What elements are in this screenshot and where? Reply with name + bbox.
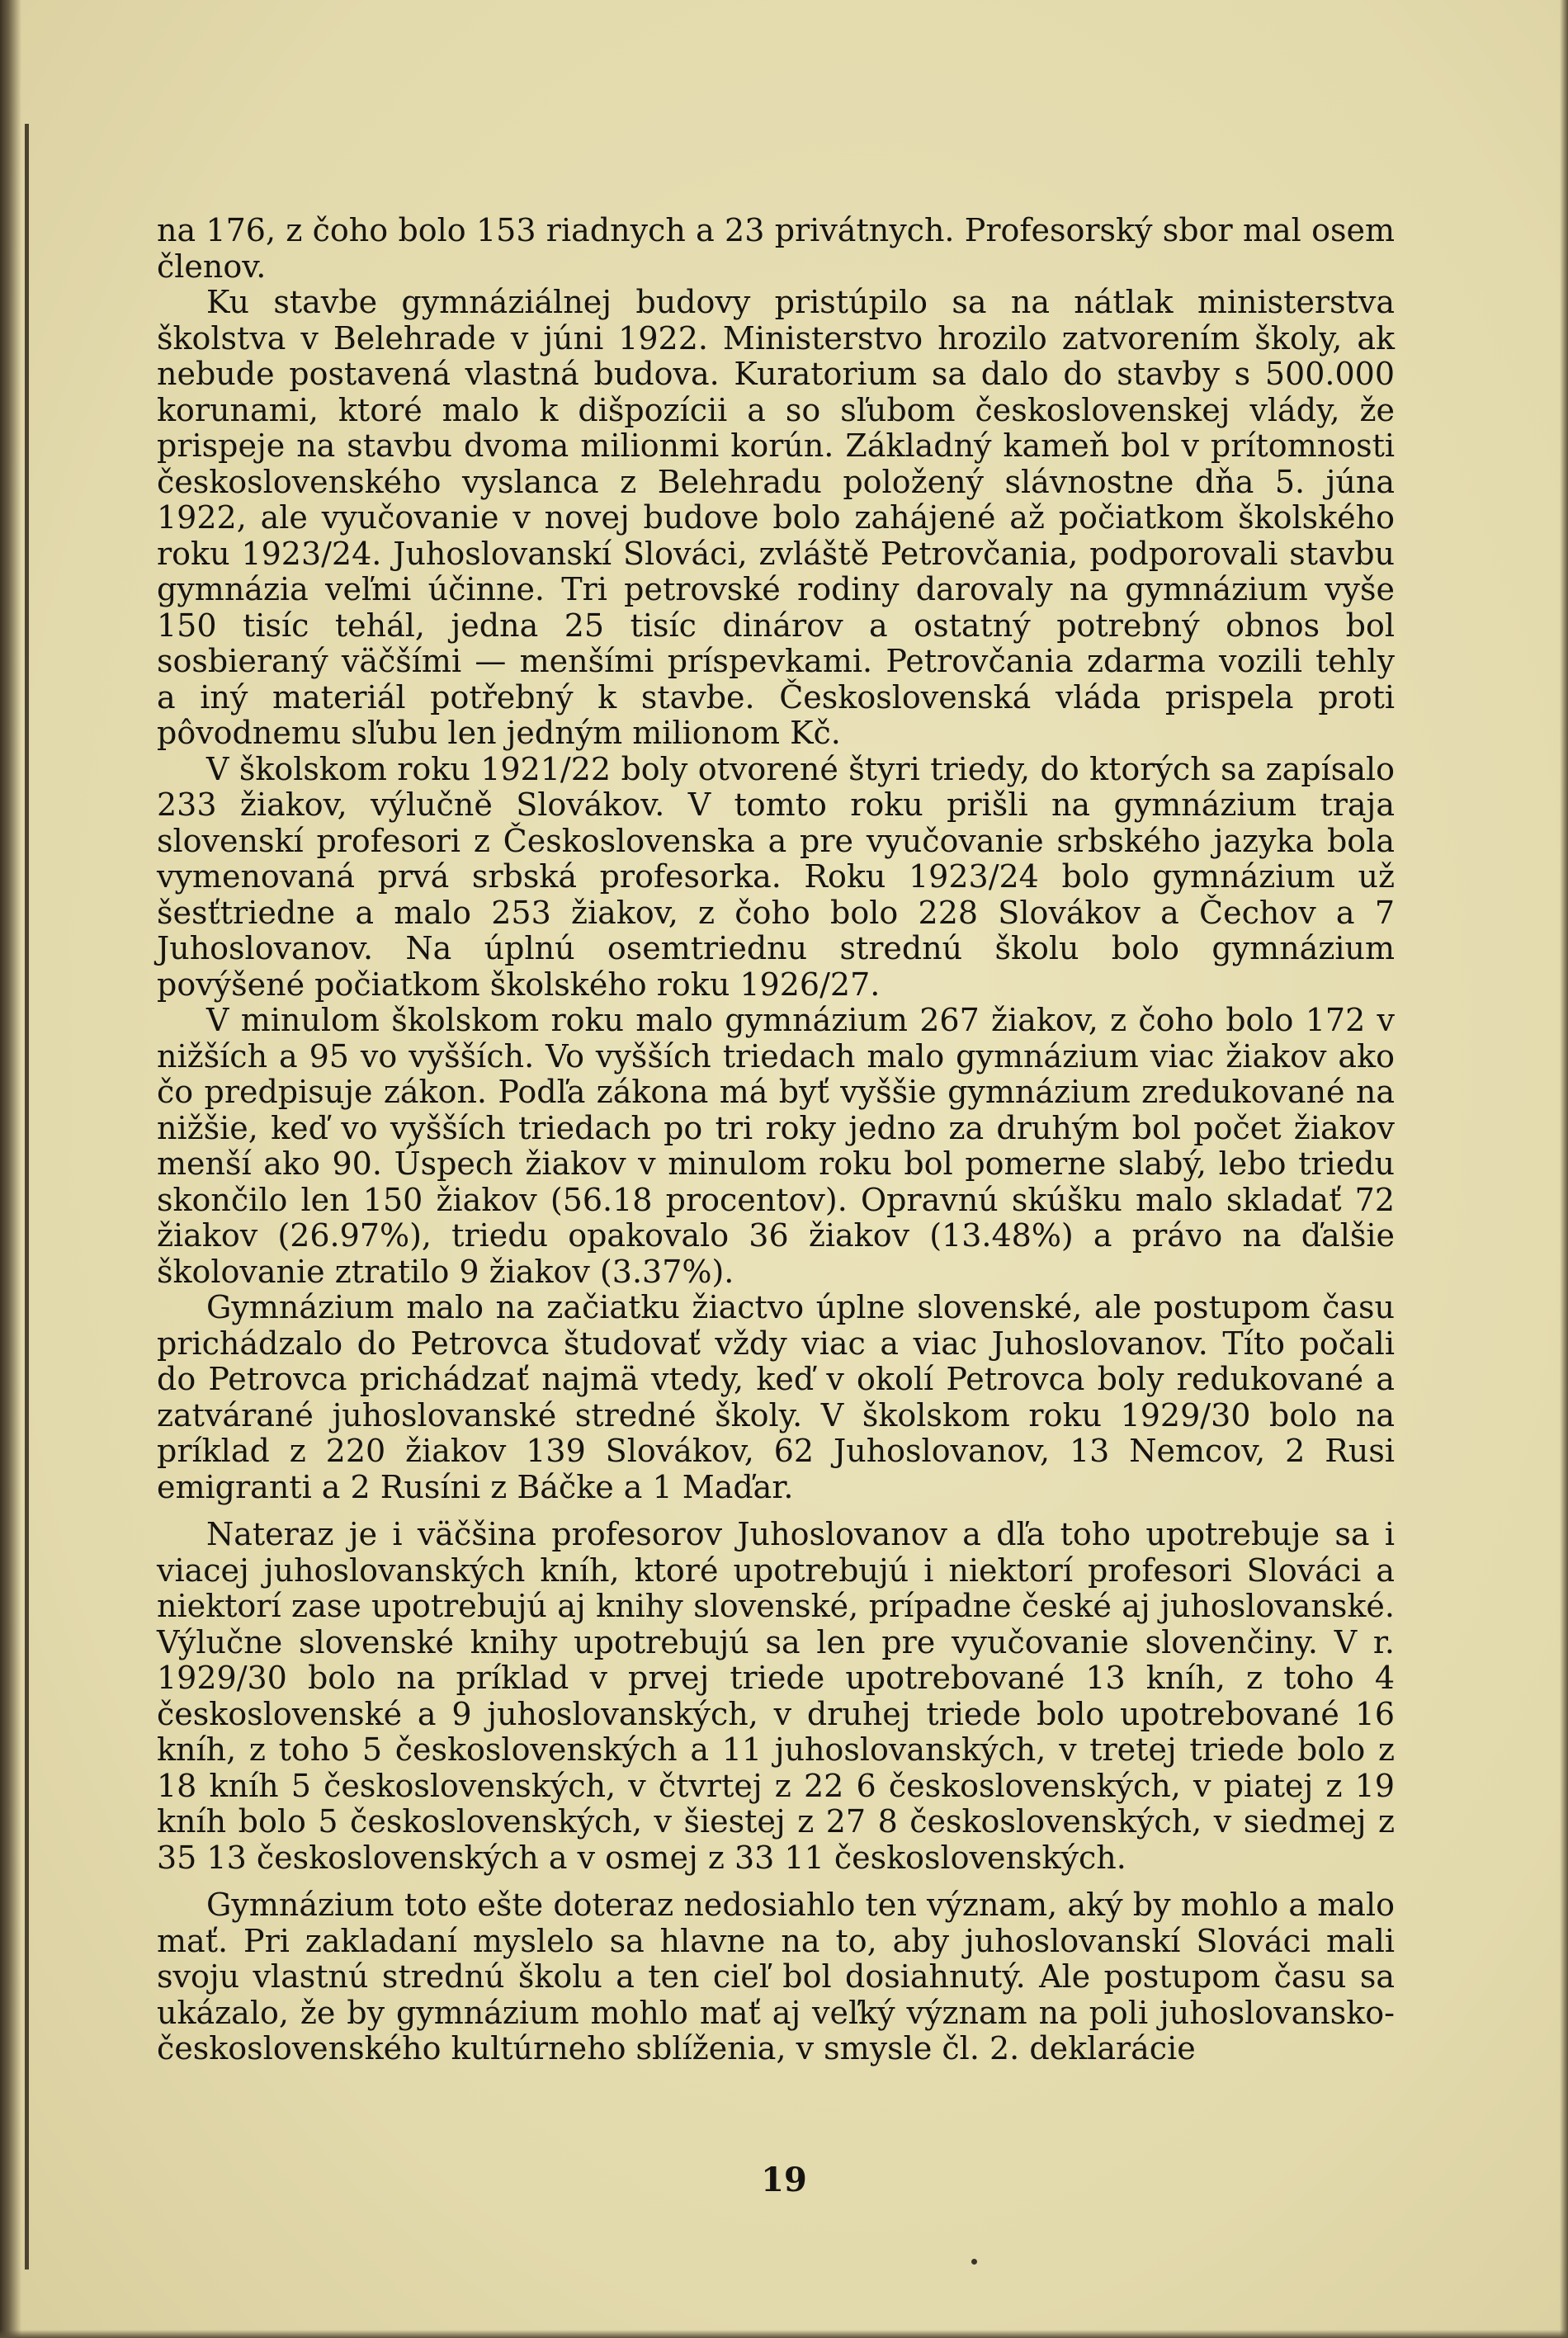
paragraph: V školskom roku 1921/22 boly otvorené štyri triedy, do ktorých sa zapísalo 233 žiakov, výlučně Slovákov. V tomto roku prišli na gymnázium traja slovenskí profesori z Československa a pre vyučovanie srbského jazyka bola vymenovaná prvá srbská profesorka. Roku 1923/24 bolo gymnázium už šesťtriedne a malo 253 žiakov, z čoho bolo 228 Slovákov a Čechov a 7 Juhoslovanov. Na úplnú osemtriednu strednú školu bolo gymnázium povýšené počiatkom školského roku 1926/27. bbox=[157, 750, 1395, 1003]
ink-speck bbox=[971, 2259, 977, 2265]
right-page-edge bbox=[1560, 0, 1568, 2338]
paragraph: V minulom školskom roku malo gymnázium 267 žiakov, z čoho bolo 172 v nižších a 95 vo vyšších. Vo vyšších triedach malo gymnázium viac žiakov ako čo predpisuje zákon. Podľa zákona má byť vyššie gymnázium zredukované na nižšie, keď vo vyšších triedach po tri roky jedno za druhým bol počet žiakov menší ako 90. Úspech žiakov v minulom roku bol pomerne slabý, lebo triedu skončilo len 150 žiakov (56.18 procentov). Opravnú skúšku malo skladať 72 žiakov (26.97%), triedu opakovalo 36 žiakov (13.48%) a právo na ďalšie školovanie ztratilo 9 žiakov (3.37%). bbox=[157, 1002, 1395, 1290]
paragraph: Gymnázium toto ešte doteraz nedosiahlo ten význam, aký by mohlo a malo mať. Pri zakladaní myslelo sa hlavne na to, aby juhoslovanskí Slováci mali svoju vlastnú strednú školu a ten cieľ bol dosiahnutý. Ale postupom času sa ukázalo, že by gymnázium mohlo mať aj veľký význam na poli juhoslovansko-československého kultúrneho sblíženia, v smysle čl. 2. deklarácie bbox=[157, 1887, 1395, 2066]
body-text bbox=[157, 213, 1395, 2067]
bottom-page-edge bbox=[0, 2330, 1568, 2338]
page-number: 19 bbox=[761, 2161, 807, 2199]
binding-edge bbox=[0, 0, 21, 2338]
paragraph: na 176, z čoho bolo 153 riadnych a 23 privátnych. Profesorský sbor mal osem členov. bbox=[157, 212, 1395, 285]
paragraph: Nateraz je i väčšina profesorov Juhoslovanov a dľa toho upotrebuje sa i viacej juhoslovanských kníh, ktoré upotrebujú i niektorí profesori Slováci a niektorí zase upotrebujú aj knihy slovenské, prípadne české aj juhoslovanské. Výlučne slovenské knihy upotrebujú sa len pre vyučovanie slovenčiny. V r. 1929/30 bolo na príklad v prvej triede upotrebované 13 kníh, z toho 4 československé a 9 juhoslovanských, v druhej triede bolo upotrebované 16 kníh, z toho 5 československých a 11 juhoslovanských, v tretej triede bolo z 18 kníh 5 československých, v čtvrtej z 22 6 československých, v piatej z 19 kníh bolo 5 československých, v šiestej z 27 8 československých, v siedmej z 35 13 československých a v osmej z 33 11 československých. bbox=[157, 1516, 1395, 1876]
paragraph: Ku stavbe gymnáziálnej budovy pristúpilo sa na nátlak ministerstva školstva v Belehrade v júni 1922. Ministerstvo hrozilo zatvorením školy, ak nebude postavená vlastná budova. Kuratorium sa dalo do stavby s 500.000 korunami, ktoré malo k dišpozícii a so sľubom československej vlády, že prispeje na stavbu dvoma milionmi korún. Základný kameň bol v prítomnosti československého vyslanca z Belehradu položený slávnostne dňa 5. júna 1922, ale vyučovanie v novej budove bolo zahájené až počiatkom školského roku 1923/24. Juhoslovanskí Slováci, zvláště Petrovčania, podporovali stavbu gymnázia veľmi účinne. Tri petrovské rodiny darovaly na gymnázium vyše 150 tisíc tehál, jedna 25 tisíc dinárov a ostatný potrebný obnos bol sosbieraný väčšími — menšími príspevkami. Petrovčania zdarma vozili tehly a iný materiál potřebný k stavbe. Československá vláda prispela proti pôvodnemu sľubu len jedným milionom Kč. bbox=[157, 284, 1395, 751]
paragraph: Gymnázium malo na začiatku žiactvo úplne slovenské, ale postupom času prichádzalo do Petrovca študovať vždy viac a viac Juhoslovanov. Títo počali do Petrovca prichádzať najmä vtedy, keď v okolí Petrovca boly redukované a zatvárané juhoslovanské stredné školy. V školskom roku 1929/30 bolo na príklad z 220 žiakov 139 Slovákov, 62 Juhoslovanov, 13 Nemcov, 2 Rusi emigranti a 2 Rusíni z Báčke a 1 Maďar. bbox=[157, 1289, 1395, 1505]
binding-shadow-line bbox=[25, 124, 29, 2270]
